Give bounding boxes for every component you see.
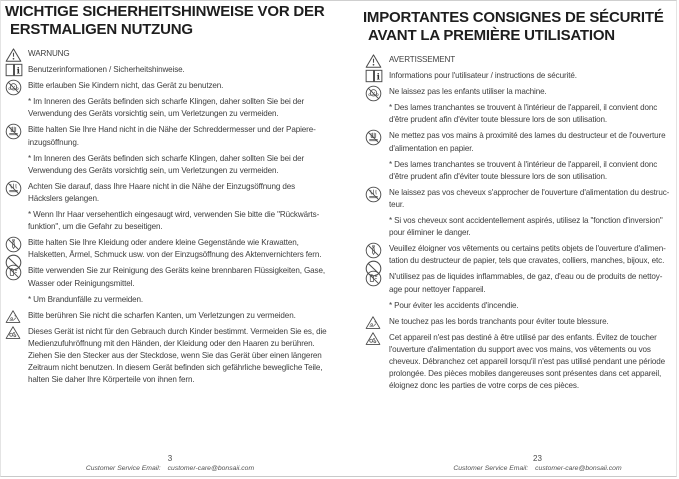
safety-item [5, 310, 329, 322]
footer-label: Customer Service Email: [453, 465, 529, 472]
safety-item-text: Benutzerinformationen / Sicherheitshinweise. [28, 65, 185, 75]
footer-label: Customer Service Email: [85, 465, 161, 472]
safety-item-icons [365, 129, 387, 146]
safety-item [363, 70, 672, 82]
user-manual-icon [5, 63, 23, 77]
safety-item [5, 48, 329, 60]
safety-item [363, 215, 672, 239]
safety-item-icons [5, 325, 27, 340]
no-ties-icon [365, 242, 382, 259]
page-title-line1: WICHTIGE SICHERHEITSHINWEISE VOR DER [5, 3, 325, 20]
no-children-icon [5, 79, 22, 96]
safety-item [363, 54, 672, 66]
safety-item-text: Ne laissez pas vos cheveux s'approcher de l'ouverture d'alimentation du destruc-teur. [388, 187, 670, 209]
safety-item [363, 102, 672, 126]
safety-item-text: Bitte halten Sie Ihre Hand nicht in die Nähe der Schreddermesser und der Papiere-inzugsöffnung. [28, 125, 316, 147]
footer [1, 465, 339, 472]
warning-triangle-icon [365, 53, 382, 69]
safety-item-text: Bitte berühren Sie nicht die scharfen Kanten, um Verletzungen zu vermeiden. [28, 310, 296, 320]
safety-item [363, 332, 672, 392]
safety-item-text: Cet appareil n'est pas destiné à être utilisé par des enfants. Évitez de toucher l'ouverture d'alimentation du support avec vos mains, vos vêtements ou vos cheveux. Débranchez cet appareil lorsqu'il n'est pas utilisé pendant une période prolongée. Des pièces mobiles dangereuses sont présentes dans cet appareil, éloignez donc les parties de votre corps de ces pièces. [388, 332, 666, 391]
safety-item [5, 80, 329, 92]
safety-item-text: AVERTISSEMENT [388, 55, 456, 64]
sharp-edges-icon [5, 309, 21, 324]
safety-item [363, 159, 672, 183]
no-flammables-icon [5, 264, 22, 281]
safety-item [363, 316, 672, 328]
safety-item [363, 243, 672, 267]
safety-item [5, 237, 329, 261]
safety-item-text: Ne laissez pas les enfants utiliser la machine. [388, 87, 547, 97]
safety-item [5, 326, 329, 386]
safety-item-text: * Um Brandunfälle zu vermeiden. [28, 294, 144, 304]
safety-item-text: Veuillez éloigner vos vêtements ou certains petits objets de l'ouverture d'alimen-tation du destructeur de papier, tels que cravates, colliers, manches, bijoux, etc. [388, 244, 666, 266]
safety-item-text: Bitte erlauben Sie Kindern nicht, das Gerät zu benutzen. [28, 81, 224, 91]
safety-item-text: Bitte verwenden Sie zur Reinigung des Geräts keine brennbaren Flüssigkeiten, Gase, Wasser oder Reinigungsmittel. [28, 266, 325, 288]
page-french [339, 1, 676, 476]
safety-item [363, 130, 672, 154]
no-hair-icon [365, 186, 382, 203]
safety-item-icons [5, 79, 27, 96]
footer-email: customer-care@bonsaii.com [167, 465, 255, 472]
safety-item-text: Ne mettez pas vos mains à proximité des lames du destructeur et de l'ouverture d'alimentation en papier. [388, 131, 666, 153]
safety-item-icons [5, 264, 27, 281]
moving-parts-icon [365, 331, 381, 346]
svg-text:i: i [16, 66, 20, 77]
page-title [5, 3, 329, 38]
no-hands-icon [5, 123, 22, 140]
safety-item-text: * Des lames tranchantes se trouvent à l'intérieur de l'appareil, il convient donc d'être prudent afin d'éviter toute blessure lors de son utilisation. [388, 103, 658, 125]
footer-email: customer-care@bonsaii.com [535, 465, 622, 472]
safety-item-text: * Im Inneren des Geräts befinden sich scharfe Klingen, daher sollten Sie bei der Verwendung des Geräts vorsichtig sein, um Verletzungen zu vermeiden. [28, 97, 305, 119]
safety-item [5, 124, 329, 148]
safety-item [5, 209, 329, 233]
safety-item-text: * Des lames tranchantes se trouvent à l'intérieur de l'appareil, il convient donc d'être prudent afin d'éviter toute blessure lors de son utilisation. [388, 159, 658, 181]
safety-item-icons [5, 180, 27, 197]
safety-item-text: N'utilisez pas de liquides inflammables, de gaz, d'eau ou de produits de nettoy-age pour nettoyer l'appareil. [388, 272, 663, 294]
safety-item-icons [365, 186, 387, 203]
safety-item-icons [365, 331, 387, 346]
safety-item-icons [5, 309, 27, 324]
no-ties-icon [5, 236, 22, 253]
safety-item-text: * Im Inneren des Geräts befinden sich scharfe Klingen, daher sollten Sie bei der Verwendung des Geräts vorsichtig sein, um Verletzungen zu vermeiden. [28, 153, 305, 175]
footer [399, 465, 676, 472]
safety-item [363, 300, 672, 312]
sharp-edges-icon [365, 315, 381, 330]
page-number: 23 [533, 454, 542, 463]
safety-item-text: WARNUNG [28, 49, 70, 58]
safety-item-icons [5, 47, 27, 63]
user-manual-icon [365, 69, 383, 83]
page-german [1, 1, 339, 476]
safety-item-list [5, 48, 329, 386]
safety-item-icons [365, 270, 387, 287]
safety-item-icons [365, 69, 387, 83]
no-hands-icon [365, 129, 382, 146]
safety-item-text: Ne touchez pas les bords tranchants pour éviter toute blessure. [388, 316, 609, 326]
safety-item-text: * Si vos cheveux sont accidentellement aspirés, utilisez la "fonction d'inversion" pour éliminer le danger. [388, 216, 663, 238]
page-title [363, 9, 672, 44]
safety-item [5, 96, 329, 120]
moving-parts-icon [5, 325, 21, 340]
safety-item [363, 86, 672, 98]
safety-item-text: Dieses Gerät ist nicht für den Gebrauch durch Kinder bestimmt. Vermeiden Sie es, die Medienzufuhröffnung mit den Händen, der Kleidung oder den Haaren zu berühren. Ziehen Sie den Stecker aus der Steckdose, wenn Sie das Gerät über einen längeren Zeitraum nicht benutzen. In diesem Gerät befinden sich gefährliche bewegliche Teile, halten Sie daher Ihre Körperteile von ihnen fern. [28, 326, 327, 385]
no-children-icon [365, 85, 382, 102]
safety-item-icons [5, 63, 27, 77]
page-title-line1: IMPORTANTES CONSIGNES DE SÉCURITÉ [362, 9, 664, 26]
safety-item-icons [365, 85, 387, 102]
safety-item-icons [5, 123, 27, 140]
svg-text:i: i [376, 72, 380, 83]
safety-item-icons [365, 53, 387, 69]
safety-item [5, 64, 329, 76]
safety-item-list [363, 54, 672, 392]
safety-item [363, 187, 672, 211]
safety-item [5, 294, 329, 306]
page-title-line2: ERSTMALIGEN NUTZUNG [10, 20, 193, 38]
safety-item-text: Informations pour l'utilisateur / instructions de sécurité. [388, 71, 577, 81]
page-title-line2: AVANT LA PREMIÈRE UTILISATION [367, 26, 615, 44]
safety-item [5, 265, 329, 289]
no-hair-icon [5, 180, 22, 197]
safety-item [5, 181, 329, 205]
safety-item-text: * Pour éviter les accidents d'incendie. [388, 300, 519, 310]
page-number: 3 [167, 454, 173, 463]
safety-item-text: Bitte halten Sie Ihre Kleidung oder andere kleine Gegenstände wie Krawatten, Halsketten, Ärmel, Schmuck usw. von der Einzugsöffnung des Aktenvernichters fern. [28, 238, 322, 260]
safety-item [363, 271, 672, 295]
no-flammables-icon [365, 270, 382, 287]
safety-item-icons [365, 315, 387, 330]
safety-item-text: Achten Sie darauf, dass Ihre Haare nicht in die Nähe der Einzugsöffnung des Häckslers gelangen. [28, 181, 296, 203]
warning-triangle-icon [5, 47, 22, 63]
safety-item-text: * Wenn Ihr Haar versehentlich eingesaugt wird, verwenden Sie bitte die "Rückwärts-funktion", um die Gefahr zu beseitigen. [28, 210, 320, 232]
safety-item [5, 153, 329, 177]
